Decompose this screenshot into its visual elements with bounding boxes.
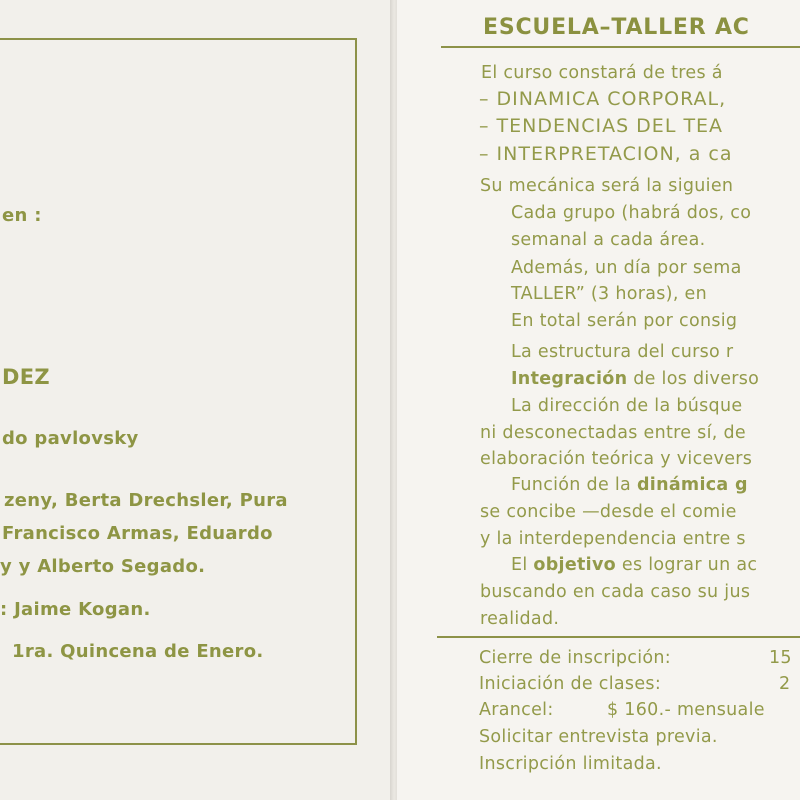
paragraph-7-pre: El [511, 555, 534, 575]
right-page [397, 0, 800, 800]
paragraph-6-pre: Función de la [511, 475, 637, 495]
fee-value: $ 160.- mensuale [607, 700, 765, 720]
area-item-3: – INTERPRETACION, a ca [479, 143, 733, 165]
area-item-1: – DINAMICA CORPORAL, [479, 88, 727, 110]
paragraph-6-line-1 [511, 475, 748, 495]
intro-line: El curso constará de tres á [481, 63, 723, 83]
paragraph-7-rest: es lograr un ac [616, 555, 758, 575]
interview-note: Solicitar entrevista previa. [479, 727, 718, 747]
paragraph-7-line-3: realidad. [480, 609, 560, 629]
objetivo-bold: objetivo [533, 555, 617, 575]
paragraph-7-line-2: buscando en cada caso su jus [480, 582, 751, 602]
page-border-frame [0, 38, 357, 745]
paragraph-1-line-1: Cada grupo (habrá dos, co [511, 203, 752, 223]
paragraph-2-line-2: TALLER” (3 horas), en [511, 284, 707, 304]
dates-line: 1ra. Quincena de Enero. [12, 641, 264, 662]
paragraph-6-line-2: se concibe —desde el comie [480, 502, 737, 522]
limited-note: Inscripción limitada. [479, 754, 662, 774]
paragraph-7-line-1 [511, 555, 757, 575]
paragraph-2-line-3: En total serán por consig [511, 311, 738, 331]
heading-fragment: en : [2, 205, 42, 226]
paragraph-1-line-2: semanal a cada área. [511, 230, 706, 250]
title-rule [441, 46, 800, 48]
staff-line-2: Francisco Armas, Eduardo [2, 523, 273, 544]
integracion-bold: Integración [511, 369, 628, 389]
page-title: ESCUELA–TALLER AC [483, 15, 750, 40]
closing-label: Cierre de inscripción: [479, 648, 671, 668]
paragraph-3-line: La estructura del curso r [511, 342, 734, 362]
paragraph-4-rest: de los diverso [627, 369, 760, 389]
closing-value: 15 [769, 648, 792, 668]
start-label: Iniciación de clases: [479, 674, 662, 694]
paragraph-6-line-3: y la interdependencia entre s [480, 529, 746, 549]
coordinator-line: : Jaime Kogan. [0, 599, 151, 620]
paragraph-5-line-3: elaboración teórica y vicevers [480, 449, 753, 469]
staff-line-1: zeny, Berta Drechsler, Pura [4, 490, 288, 511]
paragraph-5-line-2: ni desconectadas entre sí, de [480, 423, 746, 443]
info-rule [437, 636, 800, 638]
paragraph-4-line [511, 369, 759, 389]
area-item-2: – TENDENCIAS DEL TEA [479, 115, 724, 137]
director-name-fragment: DEZ [2, 365, 50, 389]
left-page [0, 0, 392, 800]
paragraph-2-line-1: Además, un día por sema [511, 258, 742, 278]
fee-label: Arancel: [479, 700, 554, 720]
paragraph-5-line-1: La dirección de la búsque [511, 396, 743, 416]
author-fragment: do pavlovsky [2, 428, 139, 449]
dinamica-bold: dinámica g [636, 475, 748, 495]
start-value: 2 [779, 674, 791, 694]
mechanics-line: Su mecánica será la siguien [480, 176, 734, 196]
staff-line-3: y y Alberto Segado. [0, 556, 206, 577]
